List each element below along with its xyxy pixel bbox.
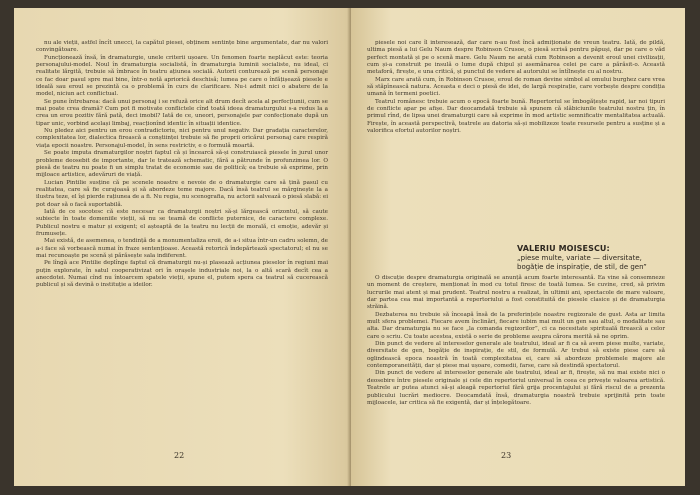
paragraph: Funcționează însă, în dramaturgie, unele criterii ușoare. Un fenomen foarte neplăcut este: teoria personajului-model. Noul în dramaturgia socialistă, în dramaturgia luminii socialiste, nu ideal, ci realitate lărgită, trebuie să îmbrace în teatru ațiunea socială. Autorii conturează pe scenă personaje ce fac doar pasul spre mai bine, într-o notă apriorică deschisă; lumea pe care o înfățișează piesele e ideală sau eroul se prezintă ca o problemă în curs de clarificare. Nu-i admit nici o abatere de la model, niciun act conflictual. [36,54,328,98]
paragraph: Dezbaterea nu trebuie să înceapă însă de la preferințele noastre regizorale de gust. Asta ar limita mult sfera problemei. Fiecare avem înclinări, fiecare iubim mai mult un gen sau altul, o modalitate sau alta. Dar dramaturgia nu se face „la comanda regizorilor”, ci ca necesitate spirituală firească a celor care o scriu. Cu toate acestea, există o serie de probleme asupra cărora merită să ne oprim. [367,311,665,340]
page-number: 22 [174,451,185,460]
right-page-top-text [367,40,665,135]
paragraph: Nu pledez aici pentru un erou contradictoriu, nici pentru unul negativ. Dar gradația caracterelor, complexitatea lor, dialectica firească a conștiinței trebuie să fie proprii oricărui personaj care respiră viața epocii noastre. Personajul-model, în sens restrictiv, e o formulă moartă. [36,128,328,149]
paragraph: Pe lîngă ace Pintilie deplînge faptul că dramaturgii nu-și plasează acțiunea pieselor în regiuni mai puțin explorate, în satul cooperativizat ori în orașele industriale noi, la o altă scară decît cea a anecdotei. Numai cînd nu întoarcem spatele vieții, spune el, putem spera ca teatrul să cucerească publicul și să devină o instituție a ideilor. [36,260,328,289]
right-page-bottom-text [367,275,665,407]
paragraph: Teatrul românesc trebuie acum o epocă foarte bună. Repertoriul se îmbogățește rapid, iar noi tipuri de conflicte apar pe afișe. Dar deocamdată trebuie să spunem că slăbiciunile teatrului nostru țin, în primul rînd, de lipsa unei dramaturgii care să exprime în mod artistic semnificativ mentalitatea actuală. Firește, în această perspectivă, teatrele au datoria să-și mobilizeze toate resursele pentru a susține și a valorifica efortul autorilor noștri. [367,98,665,135]
paragraph: Din punct de vedere al intereselor generale ale teatrului, ideal ar fi ca să avem piese multe, variate, diversitate de gen, bogăție de inspirație, de stil, de formulă. Ar trebui să existe piese care să oglindească epoca noastră în toată complexitatea ei, care să abordeze problemele majore ale contemporaneității, dar și piese mai ușoare, comedii, farse, care să destindă spectatorul. [367,341,665,370]
page-number: 23 [501,451,512,460]
right-page [351,8,685,486]
paragraph: nu ale vieții, astfel încît unecci, la capătul piesei, obținem sentințe bine argumentate, dar nu valori convingătoare. [36,40,328,54]
paragraph: Marx care arată cum, în Robinson Crusoe, eroul de roman devine simbol al omului burghez care vrea să stăpînească natura. Aceasta e deci o piesă de idei, de largă respirație, care vorbește despre condiția umană în termeni poetici. [367,76,665,98]
article-subtitle: „piese multe, variate — diversitate, bogăție de inspirație, de stil, de gen” [517,254,647,271]
paragraph: piesele noi care îl interesează, dar care n-au fost încă admiționate de vreun teatru. Iată, de pildă, ultima piesă a lui Gelu Naum despre Robinson Crusoe, o piesă scrisă pentru păpuși, dar pe care o văd perfect montată și pe o scenă mare. Gelu Naum ne arată cum Robinson a devenit eroul unei civilizații, cum și-a construit pe insulă o lume după chipul și asemănarea celei pe care a părăsit-o. Această metaforă, firește, e una critică, și punctul de vedere al autorului se întîlnește cu al nostru. [367,40,665,76]
left-page-text [36,40,328,290]
left-page [14,8,351,486]
paragraph: Iată de ce socotesc că este necesar ca dramaturgii noștri să-și lărgească orizontul, să caute subiecte în toate domeniile vieții, să nu se teamă de conflicte puternice, de caractere complexe. Publicul nostru e matur și exigent; el așteaptă de la teatru nu lecții de morală, ci emoție, adevăr și frumusețe. [36,208,328,237]
paragraph: Mai există, de asemenea, o tendință de a monumentaliza eroii, de a-i situa într-un cadru solemn, de a-i face să vorbească numai în fraze sentențioase. Această retorică îndepărtează spectatorul; el nu se mai recunoaște pe scenă și părăsește sala indiferent. [36,238,328,259]
paragraph: O discuție despre dramaturgia originală se anunță acum foarte interesantă. Ea vine să consemneze un moment de creștere, menționat în mod cu totul firesc de toată lumea. Se cuvine, cred, să privim lucrurile mai atent și mai prudent. Teatrul nostru a realizat, în ultimii ani, spectacole de mare valoare, dar partea cea mai importantă a repertoriului a fost constituită de piesele clasice și de dramaturgia străină. [367,275,665,311]
paragraph: Din punct de vedere al intereselor generale ale teatrului, ideal ar fi, firește, să nu mai existe nici o deosebire între piesele originale și cele din repertoriul universal în ceea ce privește valoarea artistică. Teatrele ar putea atunci să-și aleagă repertoriul fără grija procentajului și fără riscul de a prezenta publicului lucrări mediocre. Deocamdată însă, dramaturgia noastră trebuie sprijinită prin toate mijloacele, iar critica să fie exigentă, dar și înțelegătoare. [367,370,665,406]
paragraph: Se poate imputa dramaturgilor noștri faptul că și încearcă să-și construiască piesele în jurul unor probleme deosebit de importante, dar le tratează schematic, fără a pătrunde în profunzimea lor. O piesă de teatru nu poate fi un simplu tratat de economie sau de politică; ea trebuie să exprime, prin mijloace artistice, adevăruri de viață. [36,150,328,179]
paragraph: Lucian Pintilie susține că pe scenele noastre e nevoie de o dramaturgie care să țină pasul cu realitatea, care să fie curajoasă și să abordeze teme majore. Dacă însă teatrul se mărginește la a ilustra teze, el își pierde rațiunea de a fi. Nu regia, nu scenografia, nu actorii salvează o piesă slabă: ei pot doar să o facă suportabilă. [36,179,328,208]
paragraph: Se pune întrebarea: dacă unui personaj i se refuză orice alt drum decît acela al perfecțiunii, cum se mai poate crea dramă? Cum pot fi motivate conflictele cînd toată ideea dramaturgului s-a redus la a crea un erou pozitiv fără pată, deci imobil? Iată de ce, uneori, personajele par confecționate după un tipar unic, vorbind același limbaj, reacționînd identic în situații identice. [36,98,328,127]
article-author: VALERIU MOISESCU: [517,244,610,253]
